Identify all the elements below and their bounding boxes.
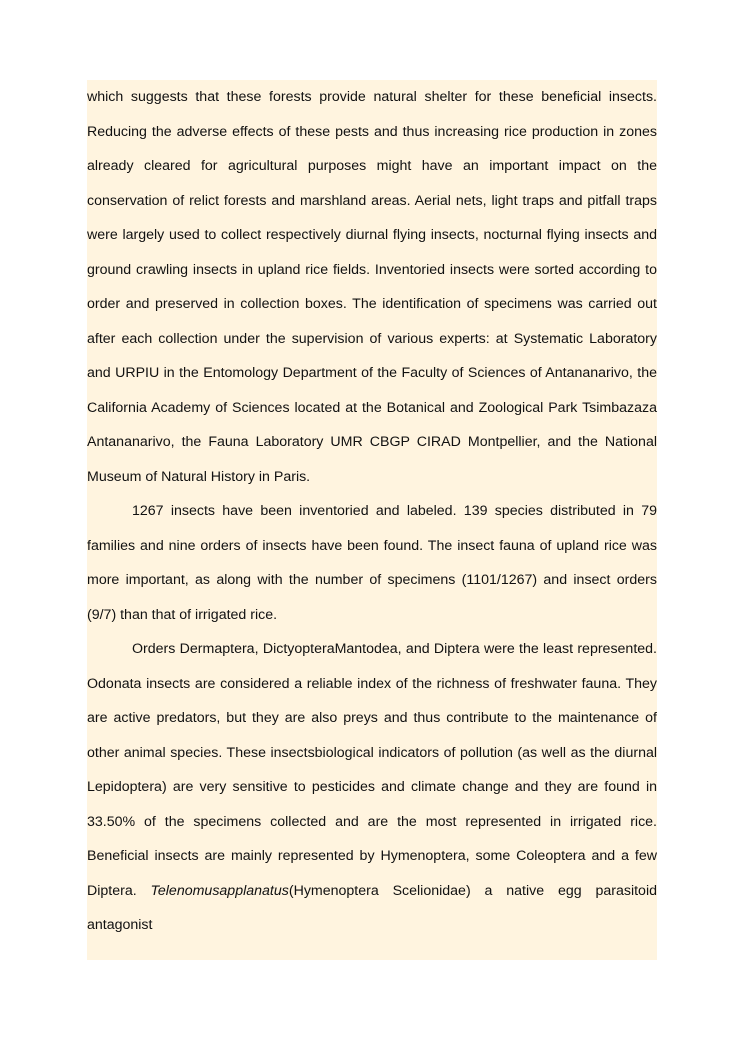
paragraph-3-main: Orders Dermaptera, DictyopteraMantodea, and Diptera were the least represented. Odonata insects are considered a reliable index of the richness of freshwater fauna. They are active predators, but they are also preys and thus contribute to the maintenance of other animal species. These insectsbiological indicators of pollution (as well as the diurnal Lepidoptera) are very sensitive to pesticides and climate change and they are found in 33.50% of the specimens collected and are the most represented in irrigated rice. Beneficial insects are mainly represented by Hymenoptera, some Coleoptera and a few Diptera. [87,641,657,899]
paragraph-3-tail: (Hymenoptera Scelionidae) a native egg parasitoid antagonist [87,882,657,933]
paragraph-2: 1267 insects have been inventoried and labeled. 139 species distributed in 79 families and nine orders of insects have been found. The insect fauna of upland rice was more important, as along with the number of specimens (1101/1267) and insect orders (9/7) than that of irrigated rice. [87,503,657,623]
document-text-block [87,80,657,960]
paragraph-1: which suggests that these forests provide natural shelter for these beneficial insects. Reducing the adverse effects of these pests and thus increasing rice production in zones already cleared for agricultural purposes might have an important impact on the conservation of relict forests and marshland areas. Aerial nets, light traps and pitfall traps were largely used to collect respectively diurnal flying insects, nocturnal flying insects and ground crawling insects in upland rice fields. Inventoried insects were sorted according to order and preserved in collection boxes. The identification of specimens was carried out after each collection under the supervision of various experts: at Systematic Laboratory and URPIU in the Entomology Department of the Faculty of Sciences of Antananarivo, the California Academy of Sciences located at the Botanical and Zoological Park Tsimbazaza Antananarivo, the Fauna Laboratory UMR CBGP CIRAD Montpellier, and the National Museum of Natural History in Paris. [87,89,657,485]
species-name-italic: Telenomusapplanatus [150,882,289,899]
paragraph-3 [87,632,657,943]
